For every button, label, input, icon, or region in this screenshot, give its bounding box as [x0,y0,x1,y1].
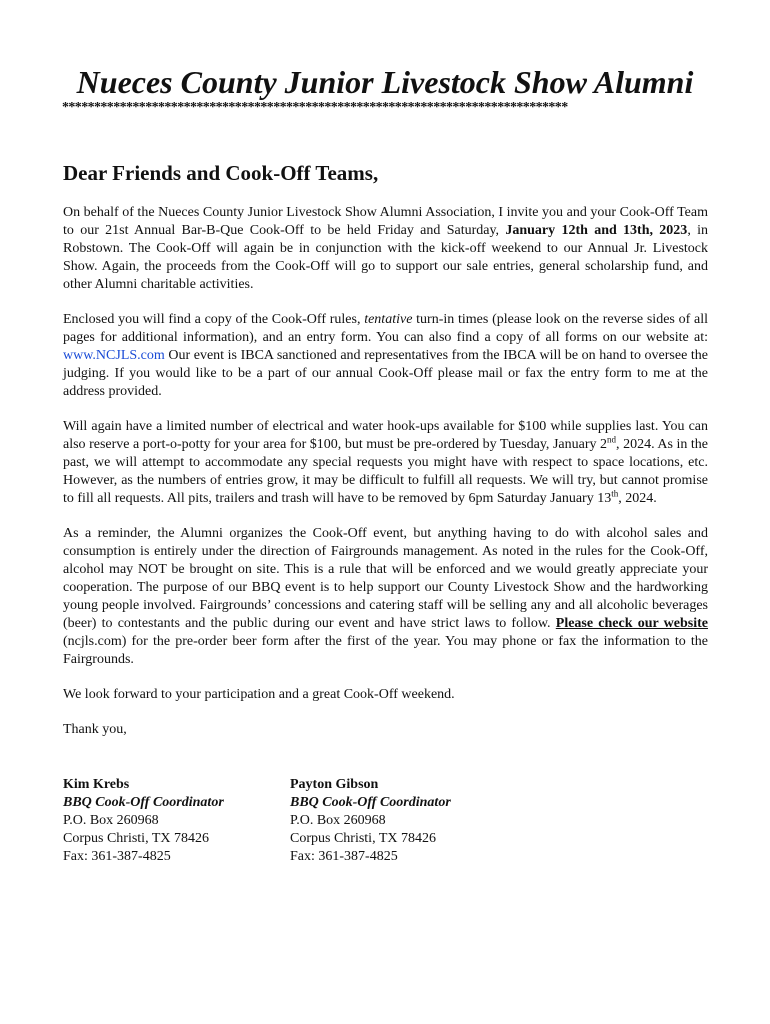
signer-role: BBQ Cook-Off Coordinator [290,795,451,810]
signer-2 [290,776,510,866]
asterisk-divider: ******************************************************************************* [62,100,568,115]
paragraph-1 [63,204,708,294]
signer-address-line-2: Corpus Christi, TX 78426 [63,831,209,846]
signer-address-line-1: P.O. Box 260968 [63,813,159,828]
p3-sup-1: nd [607,434,617,445]
signer-role: BBQ Cook-Off Coordinator [63,795,224,810]
p3-text-c: , 2024. [618,491,657,506]
signer-name: Payton Gibson [290,777,379,792]
paragraph-4 [63,525,708,669]
p4-text-a: As a reminder, the Alumni organizes the Cook-Off event, but anything having to do with alcohol sales and consumption is entirely under the direction of Fairgrounds management. As noted in the rules for the Cook-Off, alcohol may NOT be brought on site. This is a rule that will be enforced and we would greatly appreciate your cooperation. The purpose of our BBQ event is to help support our County Livestock Show and the hardworking young people involved. Fairgrounds’ concessions and catering staff will be selling any and all alcoholic beverages (beer) to contestants and the public during our event and have strict laws to follow. [63,526,708,631]
signer-address-line-1: P.O. Box 260968 [290,813,386,828]
letter-title: Nueces County Junior Livestock Show Alumni [76,64,694,100]
p2-text-c: turn-in times (please look on the reverse sides of all pages for additional information), and an entry form. You can also find a copy of all forms on our website at: [63,312,708,345]
paragraph-5: We look forward to your participation and a great Cook-Off weekend. [63,687,455,702]
p1-text-a: On behalf of the Nueces County Junior Livestock Show Alumni Association, I invite you and your Cook-Off Team to our 21st Annual Bar-B-Que Cook-Off to be held Friday and Saturday, [63,205,708,238]
p3-sup-2: th [611,488,619,499]
p3-text-a: Will again have a limited number of electrical and water hook-ups available for $100 while supplies last. You can also reserve a port-o-potty for your area for $100, but must be pre-ordered by Tuesday, January 2 [63,419,708,452]
signer-fax: Fax: 361-387-4825 [290,849,398,864]
p1-text-c: , in Robstown. The Cook-Off will again be in conjunction with the kick-off weekend to our Annual Jr. Livestock Show. Again, the proceeds from the Cook-Off will go to support our sale entries, general scholarship fund, and other Alumni charitable activities. [63,223,709,292]
closing: Thank you, [63,722,127,737]
check-website-link[interactable]: Please check our website [555,616,709,631]
event-dates: January 12th and 13th, 2023 [505,223,688,238]
p4-text-c: (ncjls.com) for the pre-order beer form after the first of the year. You may phone or fax the information to the Fairgrounds. [63,634,708,667]
signer-address-line-2: Corpus Christi, TX 78426 [290,831,436,846]
p2-text-a: Enclosed you will find a copy of the Cook-Off rules, [63,312,365,327]
p2-tentative: tentative [364,312,413,327]
website-link[interactable]: www.NCJLS.com [63,348,165,363]
paragraph-3 [63,418,708,508]
greeting: Dear Friends and Cook-Off Teams, [63,161,379,185]
signer-1 [63,776,283,866]
letter-body [63,204,708,756]
signer-name: Kim Krebs [63,777,130,792]
p2-text-d: Our event is IBCA sanctioned and representatives from the IBCA will be on hand to oversee the judging. If you would like to be a part of our annual Cook-Off please mail or fax the entry form to me at the address provided. [63,348,708,399]
p3-text-b: , 2024. As in the past, we will attempt to accommodate any special requests you might have with respect to space locations, etc. However, as the numbers of entries grow, it may be difficult to fulfill all requests. We will try, but cannot promise to fill all requests. All pits, trailers and trash will have to be removed by 6pm Saturday January 13 [63,437,708,506]
signer-fax: Fax: 361-387-4825 [63,849,171,864]
paragraph-2 [63,311,708,401]
